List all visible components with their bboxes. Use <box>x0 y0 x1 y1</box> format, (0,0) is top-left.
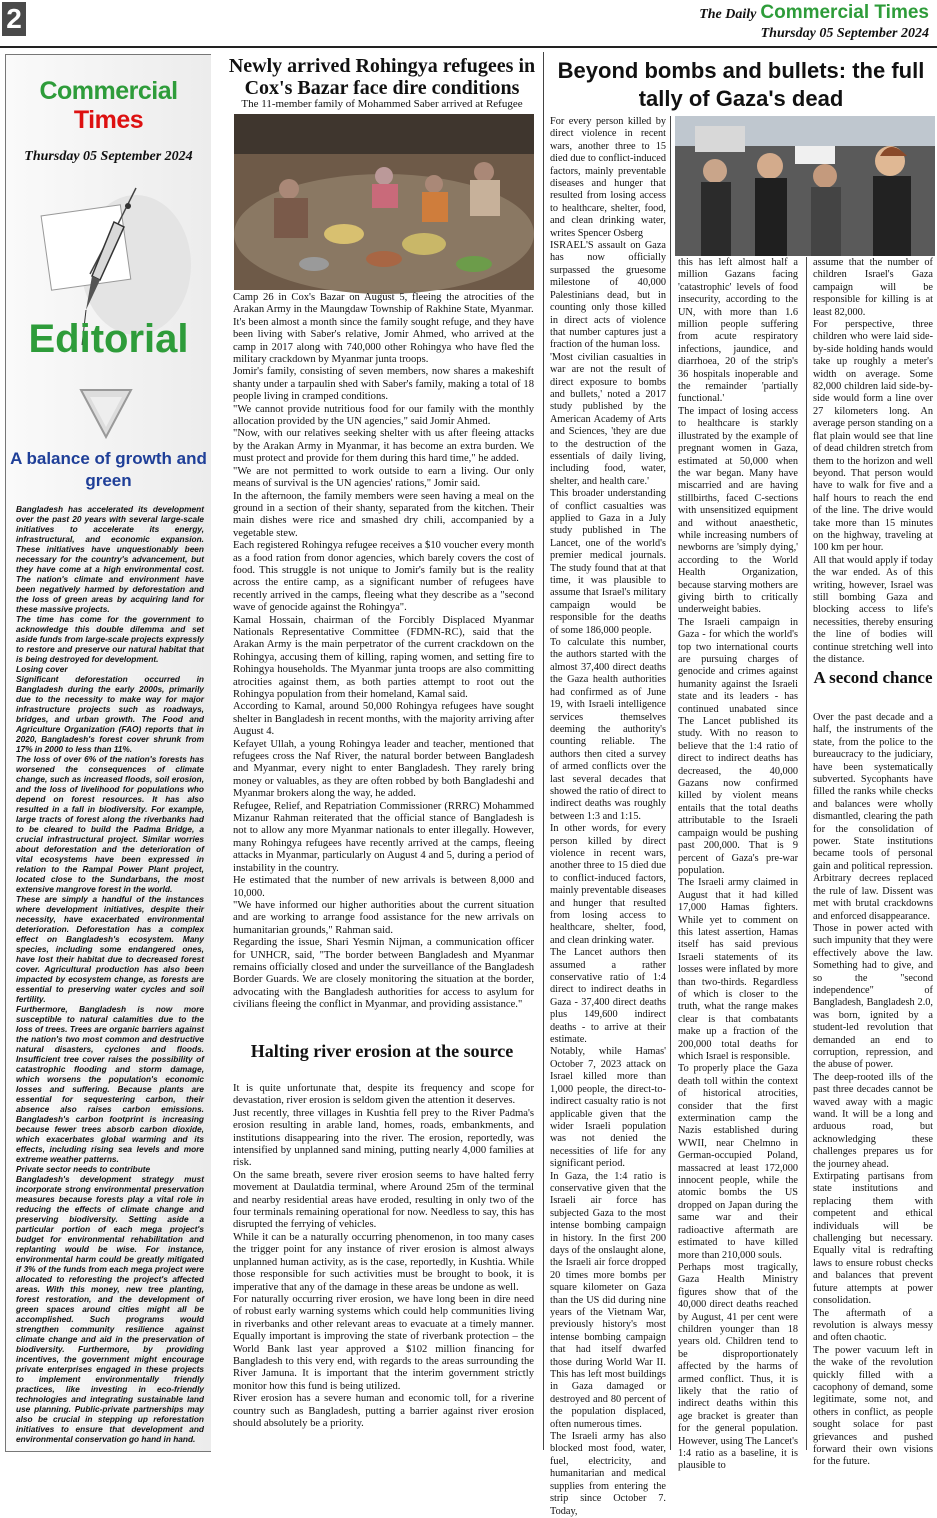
article-paragraph: Jomir's family, consisting of seven members, now shares a makeshift shanty under a tarpaulin shed with Saber's family, making a total of 18 people living in cramped conditions. <box>233 366 534 403</box>
section-title: Editorial <box>28 317 189 361</box>
editorial-paragraph: Bangladesh has accelerated its development over the past 20 years with several large-scale initiatives to accelerate its energy, infrastructural, and economic expansion. These initiatives have unquestionably been necessary for the country's advancement, but they have come at a high environmental cost. The nation's climate and environment have been negatively harmed by deforestation and the loss of green areas by acquiring land for these massive projects. <box>16 504 204 614</box>
article-paragraph: The deep-rooted ills of the past three decades cannot be waved away with a magic wand. It will be a long and arduous road, but acknowledging these challenges prepares us for the journey ahead. <box>813 1071 933 1170</box>
article-paragraph: On the same breath, severe river erosion seems to have halted ferry movement at Daulatdia terminal, where Around 25m of the terminal and nearby residential areas have eroded, resulting in only two of the four terminals remaining operational for now. Needless to say, this has disrupted the ferrying of vehicles. <box>233 1169 534 1231</box>
header-rule <box>0 46 937 48</box>
article-paragraph: "We are not permitted to work outside to earn a living. Our only means of survival is the UN agencies' rations," Jomir said. <box>233 465 534 490</box>
sidebar-date: Thursday 05 September 2024 <box>24 149 193 164</box>
gaza-headline: Beyond bombs and bullets: the full tally of Gaza's dead <box>557 58 925 111</box>
article-paragraph: Notably, while Hamas' October 7, 2023 attack on Israel killed more than 1,000 people, the direct-to-indirect casualty ratio is not applicable given that the wider Israeli population was not denied the necessities of life for any significant period. <box>550 1046 666 1170</box>
article-paragraph: this has left almost half a million Gazans facing 'catastrophic' levels of food insecurity, according to the UN, with more than 1.6 million people suffering from acute respiratory infections, jaundice, and diarrhoea, 20 of the strip's 36 hospitals inoperable and the remainder 'partially functional.' <box>678 257 798 405</box>
paper-prefix: The Daily <box>699 7 757 22</box>
article-paragraph: Kefayet Ullah, a young Rohingya leader and teacher, mentioned that refugees cross the Naf River, the natural border between Bangladesh and Myanmar, every night to enter Bangladesh. They rarely bring money or valuables, as they are often robbed by both Bangladeshi and Myanmar brokers along the way, he added. <box>233 738 534 800</box>
article-paragraph: All that would apply if today the war ended. As of this writing, however, Israel was still bombing Gaza and blocking access to life's necessities, thereby ensuring the line of bodies will continue stretching well into the distance. <box>813 554 933 665</box>
editorial-subhead: Losing cover <box>16 664 68 674</box>
article-paragraph: The power vacuum left in the wake of the revolution quickly filled with a cacophony of demand, some legitimate, some not, and others in conflict, as people sought solace for past grievances and pushed forward their own visions for the future. <box>813 1344 933 1468</box>
article-paragraph: 'Most civilian casualties in war are not the result of direct exposure to bombs and bullets,' noted a 2017 study published by the American Academy of Arts and Sciences, 'they are due to the destruction of the essentials of daily living, including food, water, shelter, and health care.' <box>550 351 666 487</box>
column-divider <box>670 116 671 1450</box>
column-divider <box>806 257 807 1450</box>
article-paragraph: To properly place the Gaza death toll within the context of historical atrocities, consider that the first extermination camp the Nazis established during WWII, near Chelmno in German-occupied Poland, massacred at least 172,000 innocent people, while the atomic bombs the US dropped on Japan during the same war and their radioactive aftermath are estimated to have killed more than 210,000 souls. <box>678 1063 798 1261</box>
sidebar-brand <box>6 77 211 135</box>
article-paragraph: "We have informed our higher authorities about the current situation and are working to arrange food assistance for the new arrivals on humanitarian grounds," Rahman said. <box>233 899 534 936</box>
rohingya-body <box>233 292 534 1032</box>
rohingya-caption: The 11-member family of Mohammed Saber arrived at Refugee <box>241 98 523 110</box>
article-paragraph: "We cannot provide nutritious food for our family with the monthly allocation provided by the UN agencies," said Jomir Ahmed. <box>233 403 534 428</box>
page-number: 2 <box>2 2 26 36</box>
article-paragraph: This broader understanding of conflict casualties was applied to Gaza in a July study published in The Lancet, one of the world's premier medical journals. The study found that at that time, it was plausible to assume that Israel's military campaign would be responsible for the deaths of some 186,000 people. <box>550 488 666 636</box>
article-paragraph: Perhaps most tragically, Gaza Health Ministry figures show that of the 40,000 direct deaths reached by August, 41 per cent were children younger than 18 years old. Children tend to be disproportionately affected by the harms of armed conflict. Thus, it is likely that the ratio of indirect deaths within this age bracket is greater than for the general population. However, using The Lancet's 1:4 ratio as a baseline, it is plausible to <box>678 1261 798 1472</box>
article-paragraph: The Israeli army claimed in August that it had killed 17,000 Hamas fighters. While yet to comment on this latest assertion, Hamas itself has said previous Israeli statements of its losses were inflated by more than two-thirds. Regardless of which is closer to the truth, what the range makes clear is that combatants make up a fraction of the 200,000 total deaths for which Israel is responsible. <box>678 877 798 1062</box>
article-paragraph: The Israeli army has also blocked most food, water, fuel, electricity, and humanitarian and medical supplies from entering the strip since October 7. Today, <box>550 1431 666 1517</box>
paper-name: Commercial Times <box>760 2 929 23</box>
article-paragraph: In Gaza, the 1:4 ratio is conservative given that the Israeli air force has subjected Gaza to the most intense bombing campaign in history. In the first 200 days of the onslaught alone, the Israeli air force dropped 20 times more bombs per square kilometer on Gaza than the US did during nine years of the Vietnam War, previously history's most intense bombing campaign that had itself dwarfed those during World War II. This has left most buildings in Gaza damaged or destroyed and 80 percent of the population displaced, often numerous times. <box>550 1170 666 1430</box>
article-paragraph: Each registered Rohingya refugee receives a $10 voucher every month as a food ration from donor agencies, which barely covers the cost of food. This struggle is not unique to Jomir's family but is the reality across the entire camp, as a significant number of refugees have recently arrived in the camps, fleeing what they describe as a "second wave of genocide against the Rohingya". <box>233 540 534 614</box>
article-paragraph: Kamal Hossain, chairman of the Forcibly Displaced Myanmar Nationals Representative Committee (FDMN-RC), said that the Arakan Army is the main perpetrator of the current crackdown on the Rohingya, accusing them of killing, raping women, and setting fire to Rohingya households. The Myanmar junta troops are also committing atrocities against them, as both parties attempt to root out the Rohingya population from their homeland, Kamal said. <box>233 614 534 700</box>
article-paragraph: The aftermath of a revolution is always messy and often chaotic. <box>813 1307 933 1344</box>
article-paragraph: For every person killed by direct violence in recent wars, another three to 15 died due to conflict-induced factors, mainly preventable diseases and hunger that resulted from losing access to healthcare, shelter, food, and clean drinking water, writes Spencer Osberg <box>550 116 666 239</box>
article-paragraph: Camp 26 in Cox's Bazar on August 5, fleeing the atrocities of the Arakan Army in the Maungdaw Township of Rakhine State, Myanmar. <box>233 292 534 316</box>
article-paragraph: Over the past decade and a half, the instruments of the state, from the police to the bureaucracy to the judiciary, have been systematically subverted. Sycophants have filled the ranks while checks and balances were wholly dismantled, clearing the path for the consolidation of power. State institutions became tools of personal gain and political repression. Arbitrary decrees replaced the rule of law. Dissent was met with brutal crackdowns and enforced disappearance. <box>813 712 933 922</box>
article-paragraph: ISRAEL'S assault on Gaza has now officially surpassed the gruesome milestone of 40,000 Palestinians dead, but in counting only those killed in direct acts of violence that number captures just a fraction of the human loss. <box>550 240 666 351</box>
article-paragraph: He estimated that the number of new arrivals is between 8,000 and 10,000. <box>233 875 534 899</box>
article-paragraph: River erosion has a severe human and economic toll, for a riverine country such as Bangladesh, putting a barrier against river erosion should absolutely be a priority. <box>233 1393 534 1429</box>
rohingya-headline: Newly arrived Rohingya refugees in Cox's Bazar face dire conditions <box>228 55 536 99</box>
protest-photo <box>675 116 935 256</box>
article-paragraph: For naturally occurring river erosion, we have long been in dire need of robust early warning systems which could help communities living in riverbanks and other relevant areas to evacuate at a timely manner. Equally important is improving the state of riverbank protection – the World Bank last year approved a $102 million financing for Bangladesh to this very end, with regards to the areas surrounding the River Jamuna. It is important that the interim government strictly monitor how this fund is being utilized. <box>233 1293 534 1392</box>
river-erosion-body <box>233 1083 534 1448</box>
article-paragraph: Extirpating partisans from state institutions and replacing them with competent and ethical individuals will be challenging but necessary. Equally vital is redrafting laws to ensure robust checks and balances that prevent future attempts at power consolidation. <box>813 1171 933 1307</box>
editorial-body <box>16 504 204 1444</box>
article-paragraph: assume that the number of children Israel's Gaza campaign will be responsible for killing is at least 82,000. <box>813 257 933 318</box>
editorial-subhead: Private sector needs to contribute <box>16 1164 151 1174</box>
rohingya-family-photo <box>234 114 534 290</box>
editorial-paragraph: Furthermore, Bangladesh is now more susceptible to natural calamities due to the loss of trees. Trees are organic barriers against the nation's two most common and destructive natural disasters, cyclones and floods. Insufficient tree cover raises the possibility of catastrophic flooding and storm damage, which worsens the population's economic losses and suffering. Because plants are essential for sequestering carbon, their absence also raises carbon emissions. Bangladesh's carbon footprint is increasing because fewer trees absorb carbon dioxide, which exacerbates global warming and its effects, including rising sea levels and more extreme weather patterns. <box>16 1004 204 1164</box>
river-erosion-headline: Halting river erosion at the source <box>250 1041 514 1061</box>
article-paragraph: In other words, for every person killed by direct violence in recent wars, another three to 15 died due to conflict-induced factors, mainly preventable diseases and hunger that resulted from losing access to healthcare, shelter, food, and clean drinking water. <box>550 823 666 946</box>
gaza-column-2 <box>678 257 798 1472</box>
article-paragraph: The Israeli campaign in Gaza - for which the world's top two international courts are pursuing charges of genocide and crimes against humanity against the Israeli state and its leaders - has continued unabated since The Lancet published its study. With no reason to believe that the 1:4 ratio of direct to indirect deaths has decreased, the 40,000 Gazans now confirmed killed by violent means entails that the total deaths attributable to the Israeli campaign would be pushing past 200,000. That is 9 percent of Gaza's pre-war population. <box>678 616 798 876</box>
article-paragraph: Those in power acted with such impunity that they were effectively above the law. Something had to give, and so the "second independence" of Bangladesh, Bangladesh 2.0, was born, ignited by a student-led revolution that demanded an end to corruption, repression, and the abuse of power. <box>813 922 933 1071</box>
article-paragraph: The Lancet authors then assumed a rather conservative ratio of 1:4 direct to indirect deaths in Gaza - 37,400 direct deaths plus 149,600 indirect deaths - to arrive at their estimate. <box>550 947 666 1046</box>
article-paragraph: It is quite unfortunate that, despite its frequency and scope for devastation, river erosion is seldom given the attention it deserves. <box>233 1083 534 1107</box>
down-arrow-icon <box>76 385 136 445</box>
header-date: Thursday 05 September 2024 <box>760 26 929 41</box>
article-paragraph: It's been almost a month since the family sought refuge, and they have been living with Saber's relative, Jomir Ahmed, who arrived at the camp in 2017 along with 740,000 other Rohingya who have fled the military crackdown by Myanmar junta troops. <box>233 316 534 366</box>
editorial-paragraph: Significant deforestation occurred in Bangladesh during the early 2000s, primarily due to the necessity to make way for major infrastructure projects such as roadways, bridges, and urban growth. The Food and Agriculture Organization (FAO) reports that in 2020, Bangladesh's forest cover shrunk from 17% in 2000 to less than 11%. <box>16 674 204 754</box>
article-paragraph: In the afternoon, the family members were seen having a meal on the ground in a section of their shanty, separated from the kitchen. Their main dishes were rice and smashed dry chili, accompanied by a vegetable stew. <box>233 490 534 539</box>
editorial-paragraph: These are simply a handful of the instances where development initiatives, despite their necessity, have exacerbated environmental deterioration. Deforestation has a complex effect on Bangladesh's ecosystem. Many species, including some endangered ones, have lost their habitat due to decreased forest cover. Agricultural production has also been impacted by ecosystem change, as forests are essential to preserving water cycles and soil fertility. <box>16 894 204 1004</box>
article-paragraph: According to Kamal, around 50,000 Rohingya refugees have sought shelter in Bangladesh in recent months, with the majority arriving after August 4. <box>233 701 534 738</box>
article-paragraph: To calculate this number, the authors started with the almost 37,400 direct deaths the Gaza health authorities had confirmed as of June 19, with Israeli intelligence services themselves deeming the authority's counting reliable. The authors then cited a survey of armed conflicts over the last several decades that showed the ratio of direct to indirect deaths was roughly between 1:3 and 1:15. <box>550 637 666 822</box>
editorial-paragraph: Bangladesh's development strategy must incorporate strong environmental preservation measures because forests play a vital role in reducing the effects of climate change and preserving biodiversity. Setting aside a particular portion of each mega project's budget for environmental rehabilitation and replanting would be wise. For instance, environmental harm could be greatly mitigated if 3% of the funds from each mega project were allocated to reforesting the project's affected areas. With this money, new tree planting, forest restoration, and the development of green spaces around cities might all be accomplished. Such programs would strengthen community resilience against climate change and aid in the preservation of biodiversity. Furthermore, by providing incentives, the government might encourage private enterprises engaged in these projects to implement environmentally friendly practices, like investing in eco-friendly technologies and integrating sustainable land use planning. Public-private partnerships may also be crucial in stepping up reforestation initiatives to ensure that development and environmental conservation go hand in hand. <box>16 1174 204 1444</box>
column-divider <box>543 52 544 1450</box>
article-paragraph: The impact of losing access to healthcare is starkly illustrated by the example of pregnant women in Gaza, estimated at 50,000 when the war began. Many have miscarried and are having stillbirths, faced C-sections with unsensitized equipment and without anaesthetic, while increasing numbers of newborns are 'simply dying,' according to the World Health Organization, because starving mothers are giving birth to critically underweight babies. <box>678 405 798 616</box>
second-chance-body <box>813 712 933 1468</box>
sidebar-brand-part1: Commercial <box>39 77 178 105</box>
article-paragraph: While it can be a naturally occurring phenomenon, in too many cases the trigger point for any instance of river erosion is almost always unplanned human activity, as is the case, reportedly, in Kushtia. While those responsible for such activities must be brought to book, it is imperative that any of the damage in these areas be undone as well. <box>233 1231 534 1293</box>
gaza-column-1 <box>550 116 666 1517</box>
masthead <box>699 2 929 42</box>
article-paragraph: Regarding the issue, Shari Yesmin Nijman, a communication officer for UNHCR, said, "The border between Bangladesh and Myanmar remains officially closed and under the surveillance of the Bangladesh Border Guards. We are closely monitoring the situation at the border, advocating with the Bangladesh authorities for access to asylum for civilians fleeing the conflict in Myanmar, and providing assistance." <box>233 937 534 1011</box>
article-paragraph: Just recently, three villages in Kushtia fell prey to the River Padma's erosion resulting in arable land, homes, roads, embankments, and institutions disappearing into the river. The erosion, reportedly, was intensified by unplanned sand mining, putting nearly 4,000 families at risk. <box>233 1107 534 1169</box>
editorial-paragraph: The loss of over 6% of the nation's forests has worsened the consequences of climate change, such as increased floods, soil erosion, and the loss of livelihood for populations who depend on forest resources. It has also resulted in a fall in biodiversity. For example, large tracts of forest along the riverbanks had to be cleared to build the Padma Bridge, a crucial infrastructural project. Similar worries about deforestation and the deterioration of vital ecosystems have been expressed in relation to the Rampal Power Plant project, located close to the Sundarbans, the most extensive mangrove forest in the world. <box>16 754 204 894</box>
second-chance-headline: A second chance <box>813 668 933 687</box>
editorial-title: A balance of growth and green <box>10 449 207 490</box>
sidebar-brand-part2: Times <box>73 106 144 134</box>
article-paragraph: Refugee, Relief, and Repatriation Commissioner (RRRC) Mohammed Mizanur Rahman reiterated that the official stance of Bangladesh is not to allow any more Myanmar nationals to enter illegally. However, many Rohingya refugees have recently arrived at the camps, fleeing attacks in Myanmar, particularly on August 4 and 5, during a period of instability in the country. <box>233 800 534 874</box>
editorial-paragraph: The time has come for the government to acknowledge this double dilemma and set aside funds from large-scale projects expressly to restore and preserve our natural habitat that is being destroyed for development. <box>16 614 204 664</box>
article-paragraph: For perspective, three children who were laid side-by-side holding hands would take up roughly a meter's width on average. Some 82,000 children laid side-by-side would form a line over 27 kilometers long. An average person standing on a flat plain would see that line of dead children stretch from them to the horizon and well beyond. That person would have to walk for five and a half hours to reach the end of the line. The drive would take more than 15 minutes on the highway, traveling at 100 km per hour. <box>813 319 933 554</box>
article-paragraph: "Now, with our relatives seeking shelter with us after fleeing attacks by the Arakan Army in Myanmar, it has become an extra burden. We must protect and provide for them during this hard time," he added. <box>233 428 534 465</box>
gaza-column-3 <box>813 257 933 667</box>
editorial-sidebar <box>5 54 211 1452</box>
